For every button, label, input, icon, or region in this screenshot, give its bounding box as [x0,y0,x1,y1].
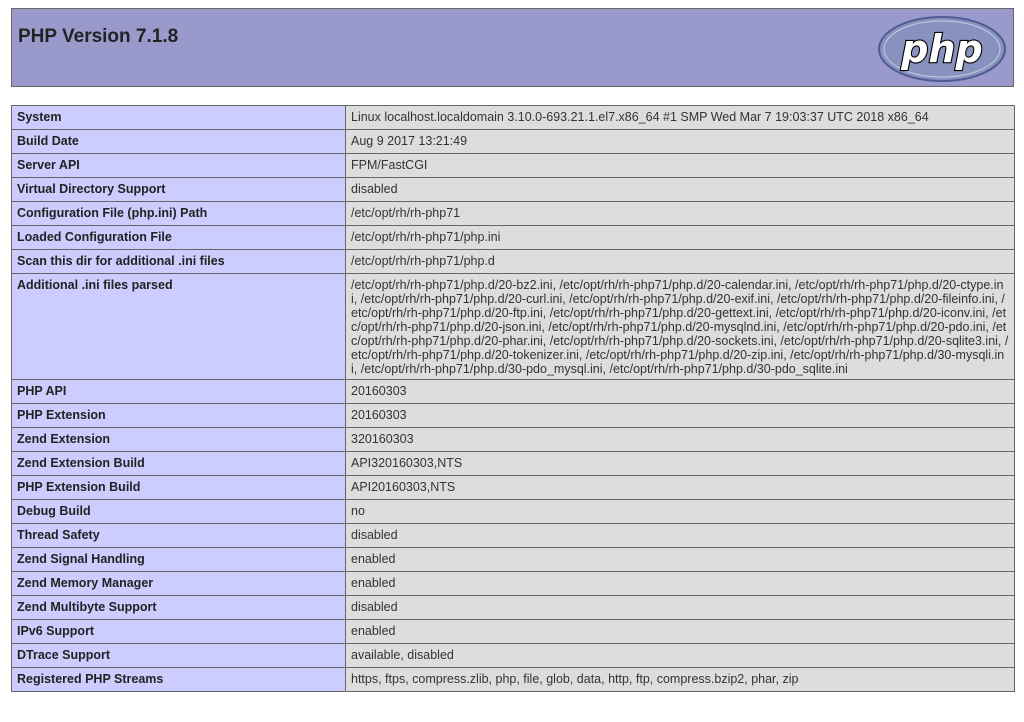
row-value: disabled [346,524,1015,548]
row-label: Virtual Directory Support [12,178,346,202]
table-row [12,500,1015,524]
info-table [11,105,1015,692]
table-row [12,154,1015,178]
row-value: available, disabled [346,644,1015,668]
row-value: disabled [346,596,1015,620]
row-value: no [346,500,1015,524]
row-label: Debug Build [12,500,346,524]
table-row [12,404,1015,428]
row-label: System [12,106,346,130]
row-value: Aug 9 2017 13:21:49 [346,130,1015,154]
row-value: 20160303 [346,380,1015,404]
row-value: enabled [346,548,1015,572]
table-row [12,130,1015,154]
row-label: Additional .ini files parsed [12,274,346,380]
table-row [12,476,1015,500]
row-label: Zend Extension Build [12,452,346,476]
row-value: Linux localhost.localdomain 3.10.0-693.21.1.el7.x86_64 #1 SMP Wed Mar 7 19:03:37 UTC 2018 x86_64 [346,106,1015,130]
row-label: Zend Extension [12,428,346,452]
table-row [12,620,1015,644]
row-label: Scan this dir for additional .ini files [12,250,346,274]
row-value: /etc/opt/rh/rh-php71/php.d [346,250,1015,274]
row-label: PHP Extension Build [12,476,346,500]
row-label: IPv6 Support [12,620,346,644]
row-value: API20160303,NTS [346,476,1015,500]
table-row [12,572,1015,596]
php-logo-icon[interactable] [877,15,1007,83]
table-row [12,226,1015,250]
row-label: Registered PHP Streams [12,668,346,692]
table-row [12,380,1015,404]
logo-text: php [901,27,983,71]
table-row [12,548,1015,572]
row-label: PHP Extension [12,404,346,428]
table-row [12,668,1015,692]
table-row [12,524,1015,548]
table-row [12,596,1015,620]
row-value: 320160303 [346,428,1015,452]
row-label: Zend Multibyte Support [12,596,346,620]
info-table-body [12,106,1015,692]
row-value: enabled [346,572,1015,596]
row-label: Zend Signal Handling [12,548,346,572]
row-label: Build Date [12,130,346,154]
table-row [12,106,1015,130]
row-label: Loaded Configuration File [12,226,346,250]
table-row [12,202,1015,226]
row-value: API320160303,NTS [346,452,1015,476]
table-row [12,178,1015,202]
row-value: FPM/FastCGI [346,154,1015,178]
row-value: /etc/opt/rh/rh-php71/php.ini [346,226,1015,250]
table-row [12,250,1015,274]
row-label: Configuration File (php.ini) Path [12,202,346,226]
row-value: disabled [346,178,1015,202]
row-value: https, ftps, compress.zlib, php, file, glob, data, http, ftp, compress.bzip2, phar, zip [346,668,1015,692]
row-label: PHP API [12,380,346,404]
row-label: Server API [12,154,346,178]
page-header [11,8,1014,87]
row-value: /etc/opt/rh/rh-php71 [346,202,1015,226]
page-title: PHP Version 7.1.8 [18,26,179,47]
row-label: Zend Memory Manager [12,572,346,596]
table-row [12,644,1015,668]
row-value: /etc/opt/rh/rh-php71/php.d/20-bz2.ini, /etc/opt/rh/rh-php71/php.d/20-calendar.ini, /etc/opt/rh/rh-php71/php.d/20-ctype.ini, /etc/opt/rh/rh-php71/php.d/20-curl.ini, /etc/opt/rh/rh-php71/php.d/20-exif.ini, /etc/opt/rh/rh-php71/php.d/20-fileinfo.ini, /etc/opt/rh/rh-php71/php.d/20-ftp.ini, /etc/opt/rh/rh-php71/php.d/20-gettext.ini, /etc/opt/rh/rh-php71/php.d/20-iconv.ini, /etc/opt/rh/rh-php71/php.d/20-json.ini, /etc/opt/rh/rh-php71/php.d/20-mysqlnd.ini, /etc/opt/rh/rh-php71/php.d/20-pdo.ini, /etc/opt/rh/rh-php71/php.d/20-phar.ini, /etc/opt/rh/rh-php71/php.d/20-sockets.ini, /etc/opt/rh/rh-php71/php.d/20-sqlite3.ini, /etc/opt/rh/rh-php71/php.d/20-tokenizer.ini, /etc/opt/rh/rh-php71/php.d/20-zip.ini, /etc/opt/rh/rh-php71/php.d/30-mysqli.ini, /etc/opt/rh/rh-php71/php.d/30-pdo_mysql.ini, /etc/opt/rh/rh-php71/php.d/30-pdo_sqlite.ini [346,274,1015,380]
table-row [12,452,1015,476]
table-row [12,428,1015,452]
row-label: Thread Safety [12,524,346,548]
row-value: 20160303 [346,404,1015,428]
row-label: DTrace Support [12,644,346,668]
row-value: enabled [346,620,1015,644]
table-row [12,274,1015,380]
